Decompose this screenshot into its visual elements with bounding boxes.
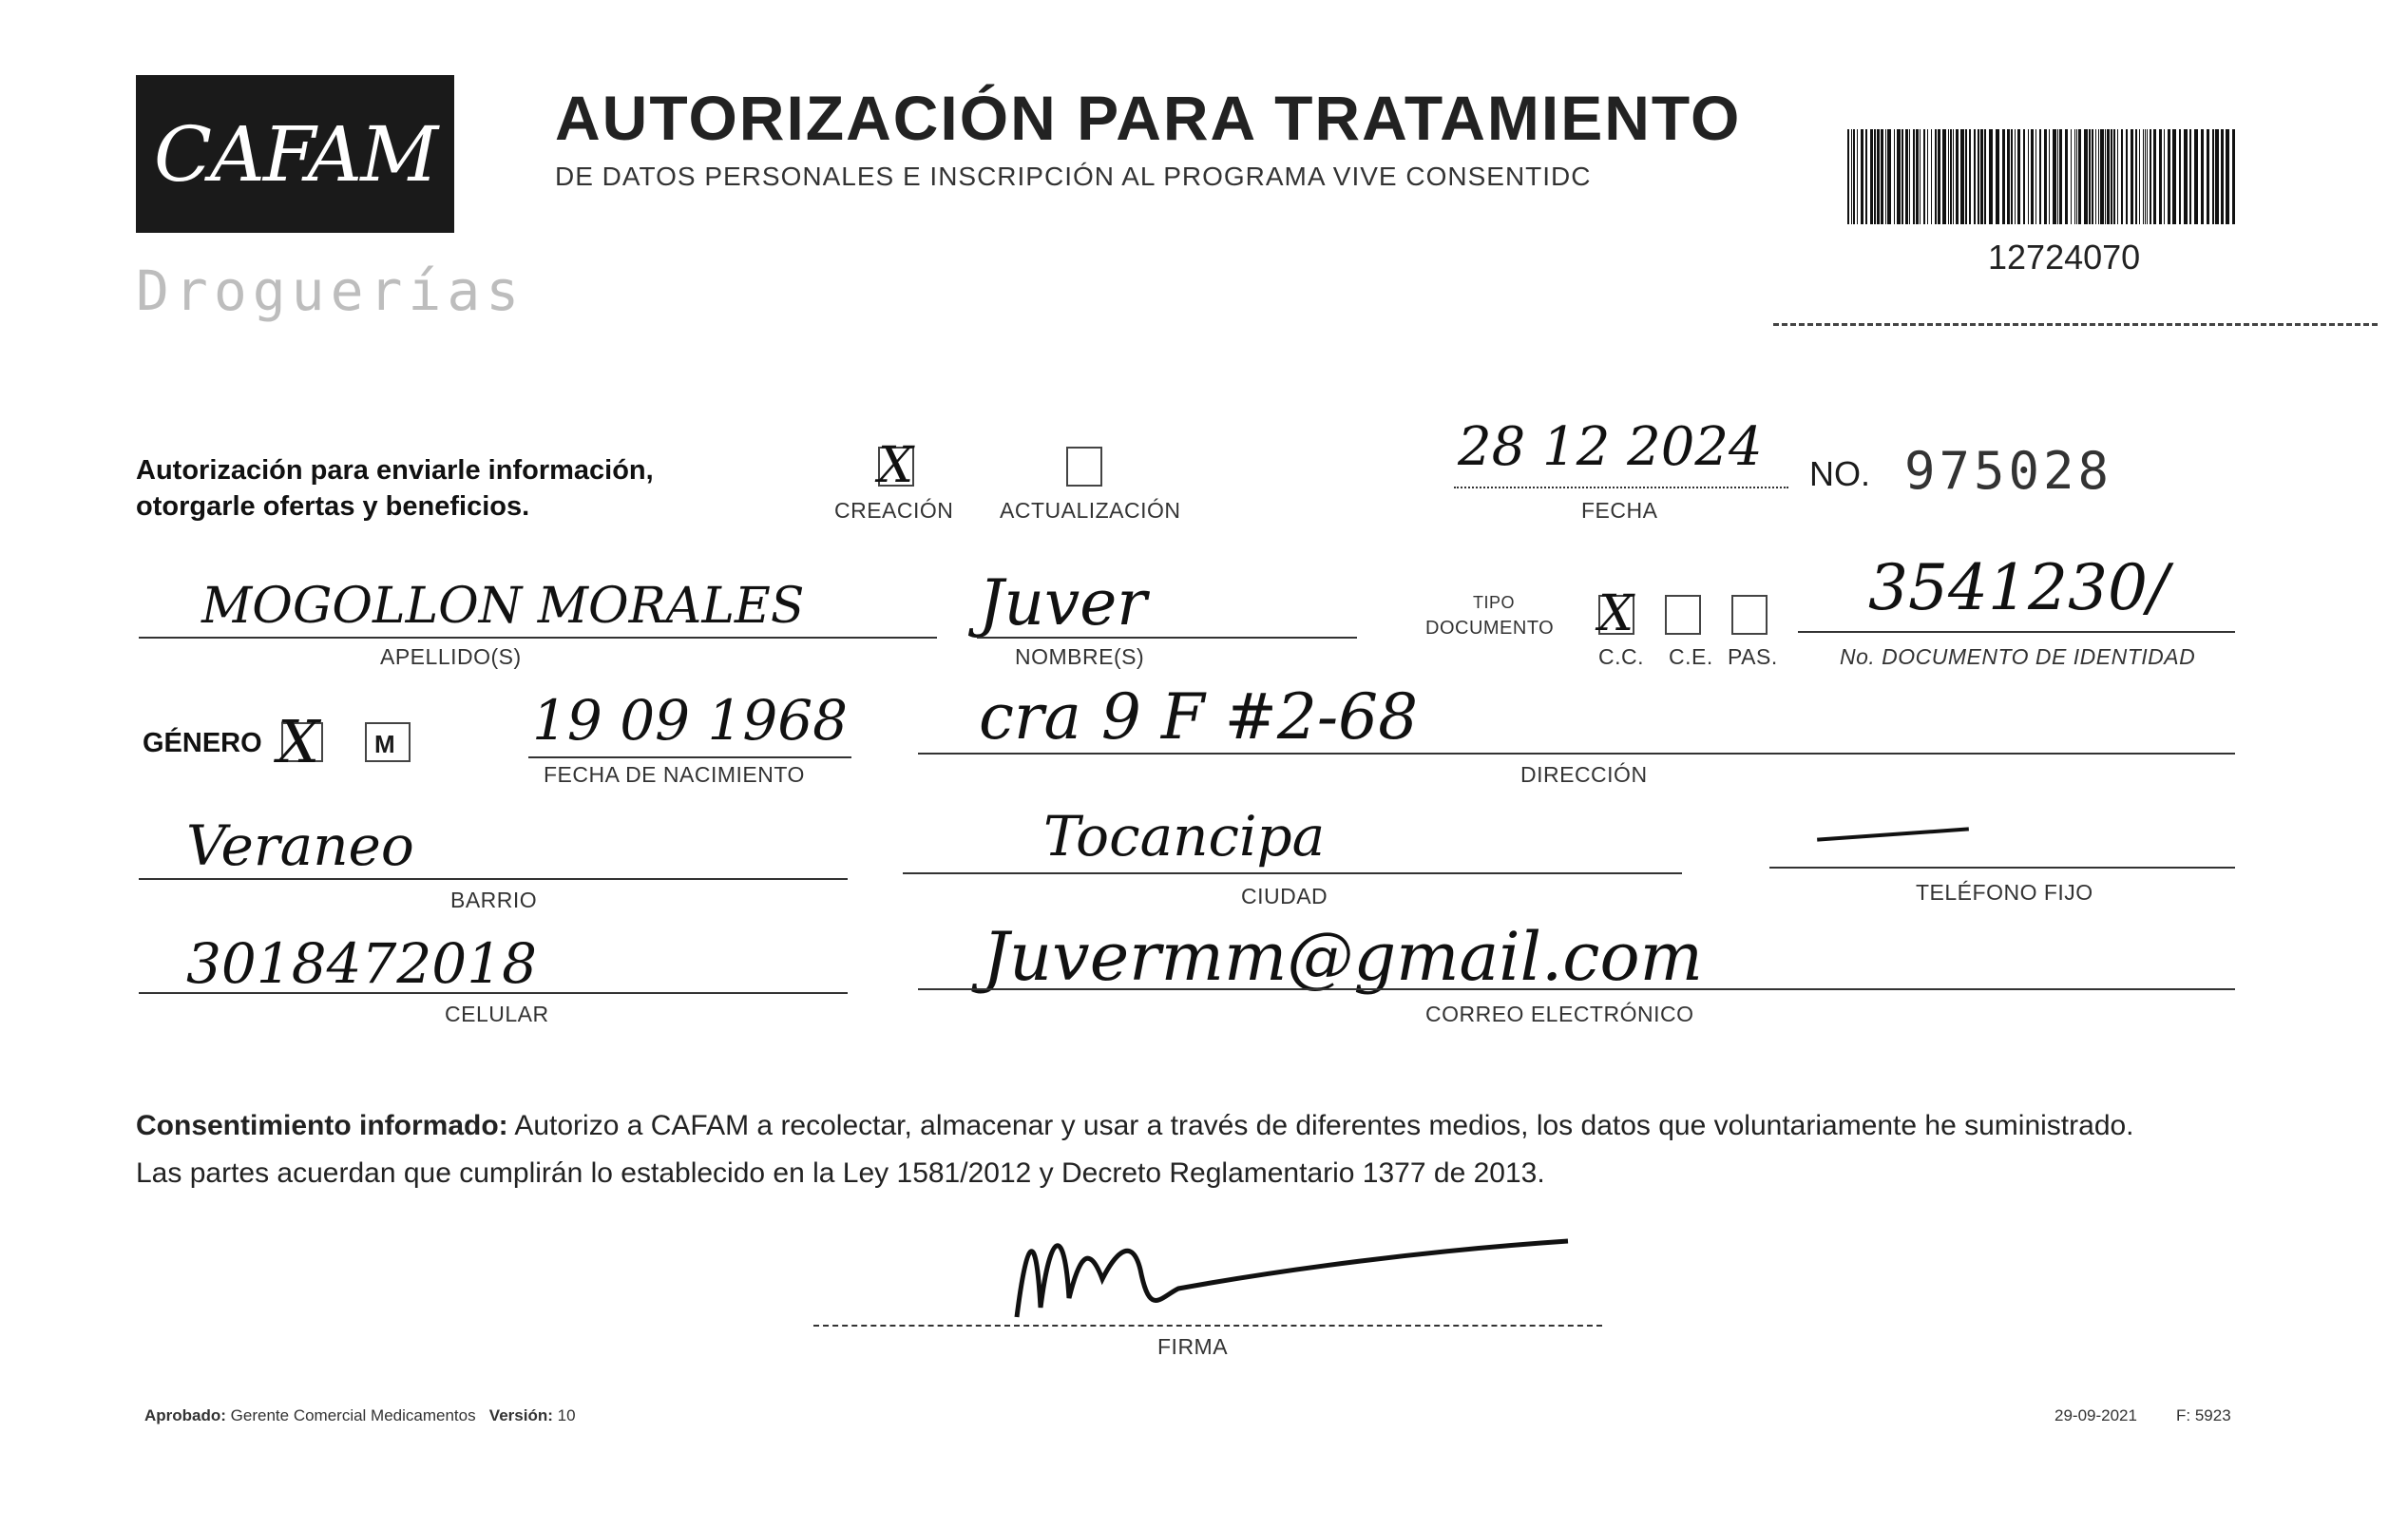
footer-code: F: 5923 bbox=[2176, 1406, 2231, 1424]
direccion-line bbox=[918, 753, 2235, 755]
creacion-checkbox[interactable] bbox=[878, 437, 914, 494]
celular-value: 3018472018 bbox=[186, 931, 538, 996]
nombres-value: Juver bbox=[979, 566, 1147, 640]
consent-line-2: Las partes acuerdan que cumplirán lo establecido en la Ley 1581/2012 y Decreto Reglamentario 1377 de 2013. bbox=[136, 1157, 1545, 1189]
ciudad-line bbox=[903, 872, 1682, 874]
authorization-text-2: otorgarle ofertas y beneficios. bbox=[136, 491, 530, 522]
fecha-line bbox=[1454, 487, 1788, 488]
doc-number-line bbox=[1798, 631, 2235, 633]
tipo-cc-checkbox[interactable] bbox=[1598, 585, 1634, 642]
no-label: NO. bbox=[1809, 454, 1871, 493]
celular-line bbox=[139, 992, 848, 994]
doc-number-value: 3541230/ bbox=[1868, 551, 2169, 624]
cut-line bbox=[1773, 323, 2378, 326]
tipo-ce-label: C.E. bbox=[1669, 644, 1713, 669]
direccion-value: cra 9 F #2-68 bbox=[979, 680, 1419, 754]
nacimiento-value: 19 09 1968 bbox=[532, 688, 849, 753]
genero-label: GÉNERO bbox=[143, 728, 262, 758]
barcode-icon bbox=[1847, 129, 2239, 224]
footer-aprobado bbox=[144, 1406, 576, 1425]
correo-label: CORREO ELECTRÓNICO bbox=[1425, 1002, 1694, 1026]
tipo-cc-label: C.C. bbox=[1598, 644, 1644, 669]
version-value: 10 bbox=[557, 1406, 576, 1424]
apellidos-line bbox=[139, 637, 937, 639]
consent-text-1: Autorizo a CAFAM a recolectar, almacenar y usar a través de diferentes medios, los datos que voluntariamente he suministrado. bbox=[507, 1110, 2134, 1141]
fecha-value: 28 12 2024 bbox=[1458, 416, 1763, 478]
apellidos-label: APELLIDO(S) bbox=[380, 644, 522, 669]
nombres-label: NOMBRE(S) bbox=[1015, 644, 1145, 669]
nacimiento-line bbox=[528, 756, 851, 758]
consent-bold: Consentimiento informado: bbox=[136, 1110, 508, 1141]
telefono-line bbox=[1769, 867, 2235, 869]
tipo-pas-checkbox[interactable] bbox=[1731, 595, 1768, 635]
actualizacion-label: ACTUALIZACIÓN bbox=[1000, 498, 1181, 523]
logo-text: CAFAM bbox=[153, 109, 437, 199]
doc-number-label: No. DOCUMENTO DE IDENTIDAD bbox=[1840, 644, 2196, 669]
fecha-label: FECHA bbox=[1581, 498, 1658, 523]
form-title: AUTORIZACIÓN PARA TRATAMIENTO bbox=[555, 83, 1742, 153]
firma-label: FIRMA bbox=[1157, 1334, 1229, 1359]
tipo-doc-label-2: DOCUMENTO bbox=[1425, 618, 1555, 639]
creacion-label: CREACIÓN bbox=[834, 498, 954, 523]
tipo-pas-label: PAS. bbox=[1728, 644, 1778, 669]
cafam-logo bbox=[136, 75, 454, 233]
correo-line bbox=[918, 988, 2235, 990]
aprobado-value: Gerente Comercial Medicamentos bbox=[230, 1406, 476, 1424]
actualizacion-checkbox[interactable] bbox=[1066, 447, 1102, 487]
firma-line bbox=[813, 1325, 1602, 1327]
tipo-doc-label-1: TIPO bbox=[1473, 593, 1516, 612]
signature-icon bbox=[998, 1203, 1587, 1355]
form-subtitle: DE DATOS PERSONALES E INSCRIPCIÓN AL PROGRAMA VIVE CONSENTIDC bbox=[555, 162, 1592, 191]
version-label: Versión: bbox=[488, 1406, 553, 1424]
telefono-dash bbox=[1817, 827, 1969, 841]
ciudad-label: CIUDAD bbox=[1241, 884, 1328, 908]
tipo-cc-mark: X bbox=[1598, 585, 1634, 642]
genero-f-checkbox[interactable] bbox=[277, 707, 323, 776]
barrio-label: BARRIO bbox=[450, 888, 538, 912]
form-number: 975028 bbox=[1904, 441, 2113, 501]
consent-line-1 bbox=[136, 1110, 2322, 1142]
barcode-number: 12724070 bbox=[1988, 238, 2141, 277]
telefono-label: TELÉFONO FIJO bbox=[1916, 880, 2093, 905]
tipo-ce-checkbox[interactable] bbox=[1665, 595, 1701, 635]
genero-m-label: M bbox=[374, 730, 395, 758]
genero-f-mark: X bbox=[277, 707, 320, 776]
logo-subtitle: Droguerías bbox=[136, 258, 526, 323]
authorization-text-1: Autorización para enviarle información, bbox=[136, 455, 654, 486]
ciudad-value: Tocancipa bbox=[1043, 804, 1326, 869]
barrio-line bbox=[139, 878, 848, 880]
footer-date: 29-09-2021 bbox=[2054, 1406, 2137, 1424]
correo-value: Juvermm@gmail.com bbox=[983, 918, 1704, 996]
barrio-value: Veraneo bbox=[186, 813, 414, 878]
genero-m-checkbox[interactable] bbox=[365, 722, 411, 762]
apellidos-value: MOGOLLON MORALES bbox=[201, 578, 805, 635]
celular-label: CELULAR bbox=[445, 1002, 549, 1026]
nacimiento-label: FECHA DE NACIMIENTO bbox=[544, 762, 805, 787]
direccion-label: DIRECCIÓN bbox=[1520, 762, 1648, 787]
aprobado-label: Aprobado: bbox=[144, 1406, 226, 1424]
nombres-line bbox=[977, 637, 1357, 639]
creacion-mark: X bbox=[878, 437, 914, 494]
